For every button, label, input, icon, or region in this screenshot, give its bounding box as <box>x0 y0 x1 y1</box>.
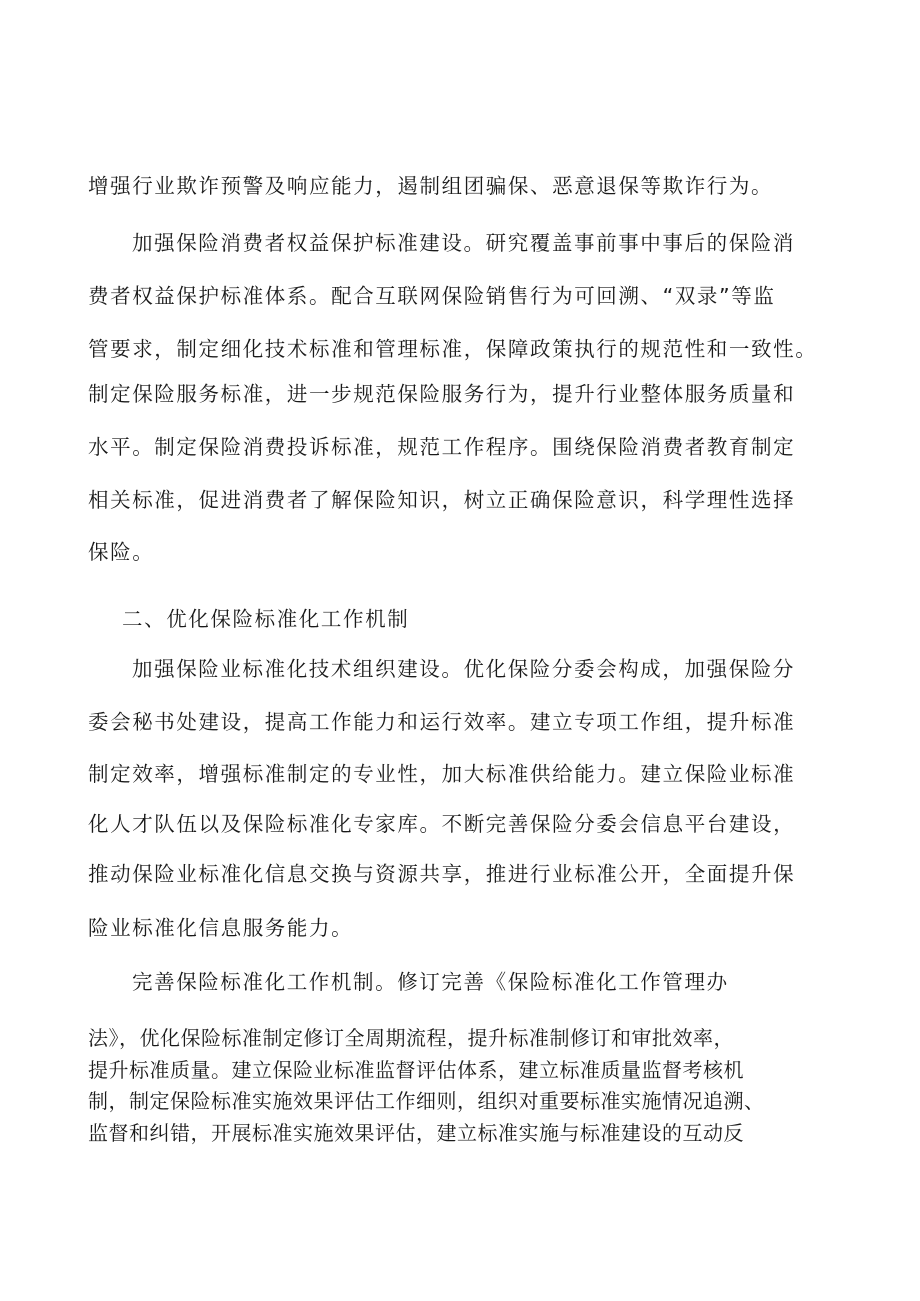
text-line: 管要求，制定细化技术标准和管理标准，保障政策执行的规范性和一致性。 <box>88 337 818 361</box>
paragraph-first-line: 加强保险消费者权益保护标准建设。研究覆盖事前事中事后的保险消 <box>132 231 795 255</box>
text-line: 法》，优化保险标准制定修订全周期流程，提升标准制修订和审批效率， <box>88 1026 734 1050</box>
text-line: 费者权益保护标准体系。配合互联网保险销售行为可回溯、“双录”等监 <box>88 284 776 308</box>
paragraph-first-line: 加强保险业标准化技术组织建设。优化保险分委会构成，加强保险分 <box>132 657 795 681</box>
text-line: 监督和纠错，开展标准实施效果评估，建立标准实施与标准建设的互动反 <box>88 1121 744 1145</box>
text-line: 委会秘书处建设，提高工作能力和运行效率。建立专项工作组，提升标准 <box>88 710 796 734</box>
text-line: 制定保险服务标准，进一步规范保险服务行为，提升行业整体服务质量和 <box>88 382 796 406</box>
text-line: 水平。制定保险消费投诉标准，规范工作程序。围绕保险消费者教育制定 <box>88 435 796 459</box>
text-line: 提升标准质量。建立保险业标准监督评估体系，建立标准质量监督考核机 <box>88 1058 744 1082</box>
text-line: 相关标准，促进消费者了解保险知识，树立正确保险意识，科学理性选择 <box>88 488 796 512</box>
text-line: 保险。 <box>88 540 155 564</box>
text-line: 险业标准化信息服务能力。 <box>88 916 354 940</box>
section-heading: 二、优化保险标准化工作机制 <box>122 607 410 631</box>
text-line: 制，制定保险标准实施效果评估工作细则，组织对重要标准实施情况追溯、 <box>88 1089 765 1113</box>
text-line: 化人才队伍以及保险标准化专家库。不断完善保险分委会信息平台建设， <box>88 812 796 836</box>
text-line: 增强行业欺诈预警及响应能力，遏制组团骗保、恶意退保等欺诈行为。 <box>88 174 774 198</box>
text-line: 制定效率，增强标准制定的专业性，加大标准供给能力。建立保险业标准 <box>88 762 796 786</box>
text-line: 推动保险业标准化信息交换与资源共享，推进行业标准公开，全面提升保 <box>88 862 796 886</box>
paragraph-first-line: 完善保险标准化工作机制。修订完善《保险标准化工作管理办 <box>132 970 729 994</box>
